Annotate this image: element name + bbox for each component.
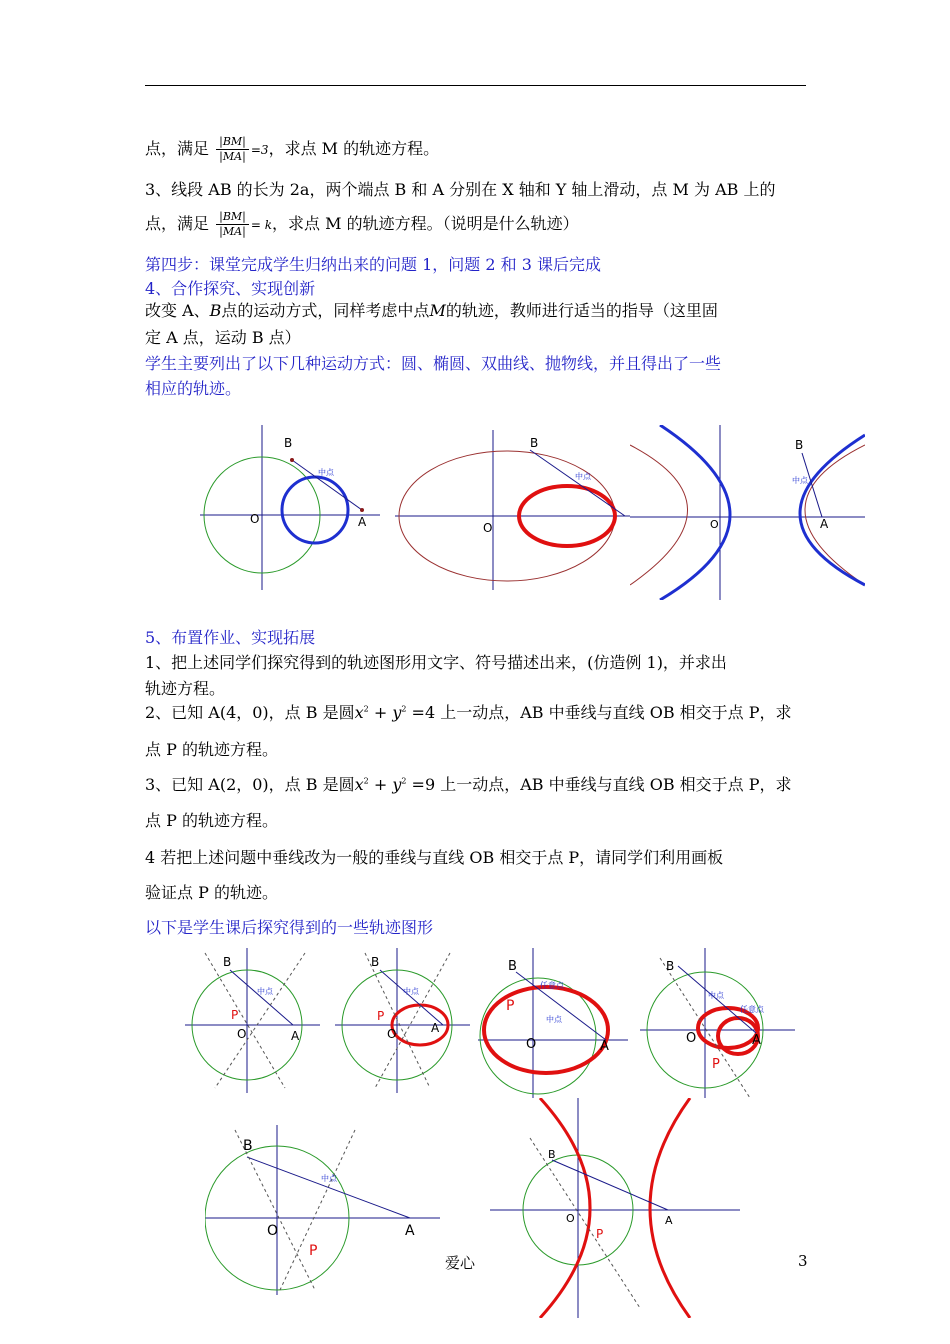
- label-mid: 中点: [321, 1174, 337, 1183]
- figure-circle-trace: [200, 425, 380, 590]
- label-b: B: [243, 1138, 253, 1154]
- text-segment: 点的运动方式，同样考虑中点: [221, 301, 430, 320]
- label-o: O: [526, 1037, 537, 1052]
- label-mid: 中点: [708, 991, 724, 1000]
- figure-p-3: [478, 948, 628, 1098]
- label-mid: 中点: [792, 476, 808, 485]
- section-5-heading: 5、布置作业、实现拓展: [145, 628, 316, 647]
- label-b: B: [508, 959, 517, 974]
- label-a: A: [405, 1223, 415, 1239]
- label-b: B: [530, 436, 539, 450]
- text-segment: 2、已知 A(4，0)，点 B 是圆: [145, 703, 355, 722]
- label-b: B: [284, 436, 293, 450]
- label-p: P: [231, 1008, 239, 1022]
- fraction: [216, 135, 249, 164]
- variable-b: B: [209, 301, 222, 320]
- figure-p-1: [185, 948, 320, 1093]
- text-segment: 的轨迹，教师进行适当的指导（这里固: [445, 301, 718, 320]
- after-class-heading: 以下是学生课后探究得到的一些轨迹图形: [145, 918, 434, 937]
- label-mid: 中点: [318, 468, 334, 477]
- label-mid: 中点: [575, 472, 591, 481]
- footer-text: 爱心: [445, 1254, 476, 1272]
- homework-1: 1、把上述同学们探究得到的轨迹图形用文字、符号描述出来，(仿造例 1)，并求出: [145, 653, 727, 672]
- label-b: B: [223, 955, 232, 969]
- text-line-2: 3、线段 AB 的长为 2a，两个端点 B 和 A 分别在 X 轴和 Y 轴上滑动，点 M 为 AB 上的: [145, 180, 776, 199]
- text-segment: ，求点 M 的轨迹方程。: [268, 139, 440, 158]
- variable-m: M: [429, 301, 446, 320]
- text-line-3: [145, 210, 579, 239]
- paragraph-line-3: 学生主要列出了以下几种运动方式：圆、椭圆、双曲线、抛物线，并且得出了一些: [145, 354, 722, 373]
- fraction-denominator: |MA|: [219, 150, 246, 163]
- label-any: 任意点: [740, 1005, 764, 1014]
- label-a: A: [291, 1029, 300, 1043]
- label-a: A: [431, 1021, 440, 1035]
- label-o: O: [267, 1223, 279, 1239]
- homework-2-cont: 点 P 的轨迹方程。: [145, 740, 278, 759]
- homework-4-cont: 验证点 P 的轨迹。: [145, 883, 278, 902]
- homework-2: 2、已知 A(4，0)，点 B 是圆$x^2 + y^2 =4$ 上一动点，AB 中垂线与直线 OB 相交于点 P，求: [145, 703, 792, 722]
- figure-hyperbola-trace: [630, 425, 865, 600]
- label-o: O: [387, 1027, 397, 1041]
- text-segment: =4 上一动点，AB 中垂线与直线 OB 相交于点 P，求: [411, 703, 792, 722]
- label-o: O: [250, 512, 260, 526]
- label-b: B: [795, 438, 804, 452]
- label-mid: 中点: [546, 1015, 562, 1024]
- label-a: A: [358, 515, 367, 529]
- label-a: A: [752, 1033, 761, 1048]
- homework-3: 3、已知 A(2，0)，点 B 是圆$x^2 + y^2 =9$ 上一动点，AB 中垂线与直线 OB 相交于点 P，求: [145, 775, 792, 794]
- figure-ellipse-trace: [395, 430, 630, 590]
- text-segment: ，求点 M 的轨迹方程。（说明是什么轨迹）: [272, 214, 579, 233]
- figure-p-5: [205, 1125, 440, 1295]
- fraction: [216, 210, 249, 239]
- label-mid: 中点: [403, 987, 419, 996]
- label-o: O: [566, 1212, 575, 1225]
- homework-1-cont: 轨迹方程。: [145, 679, 226, 698]
- text-line-1: [145, 135, 439, 164]
- fraction-numerator: |BM|: [216, 210, 249, 225]
- label-p: P: [506, 998, 515, 1014]
- label-a: A: [600, 1039, 609, 1054]
- label-a: A: [665, 1214, 673, 1227]
- label-mid: 中点: [257, 987, 273, 996]
- label-o: O: [710, 518, 719, 531]
- paragraph-line-1: [145, 298, 718, 321]
- equation-value: =3: [250, 143, 269, 157]
- label-p: P: [712, 1057, 720, 1072]
- label-b: B: [548, 1148, 556, 1161]
- page-number: 3: [798, 1252, 808, 1270]
- step-four-heading: 第四步：课堂完成学生归纳出来的问题 1，问题 2 和 3 课后完成: [145, 255, 601, 274]
- text-segment: =9 上一动点，AB 中垂线与直线 OB 相交于点 P，求: [411, 775, 792, 794]
- equation-value: = k: [250, 218, 273, 232]
- homework-3-cont: 点 P 的轨迹方程。: [145, 811, 278, 830]
- figure-p-6: [490, 1098, 740, 1318]
- homework-4: 4 若把上述问题中垂线改为一般的垂线与直线 OB 相交于点 P，请同学们利用画板: [145, 848, 724, 867]
- label-any: 任意点: [540, 981, 564, 990]
- label-p: P: [377, 1009, 385, 1023]
- label-b: B: [666, 959, 675, 973]
- label-o: O: [483, 521, 493, 535]
- paragraph-line-2: 定 A 点，运动 B 点）: [145, 328, 301, 347]
- figure-p-2: [335, 948, 470, 1093]
- text-segment: 改变 A、: [145, 301, 210, 320]
- fraction-numerator: |BM|: [216, 135, 249, 150]
- label-p: P: [596, 1227, 604, 1241]
- figure-p-4: [640, 948, 795, 1098]
- label-a: A: [820, 517, 829, 531]
- section-4-heading: 4、合作探究、实现创新: [145, 279, 316, 298]
- text-segment: 点，满足: [145, 139, 210, 158]
- label-b: B: [371, 955, 380, 969]
- label-p: P: [309, 1243, 318, 1259]
- text-segment: 3、已知 A(2，0)，点 B 是圆: [145, 775, 355, 794]
- text-segment: 点，满足: [145, 214, 210, 233]
- header-rule: [145, 85, 806, 86]
- paragraph-line-4: 相应的轨迹。: [145, 379, 242, 398]
- label-o: O: [237, 1027, 247, 1041]
- fraction-denominator: |MA|: [219, 225, 246, 238]
- label-o: O: [686, 1031, 697, 1046]
